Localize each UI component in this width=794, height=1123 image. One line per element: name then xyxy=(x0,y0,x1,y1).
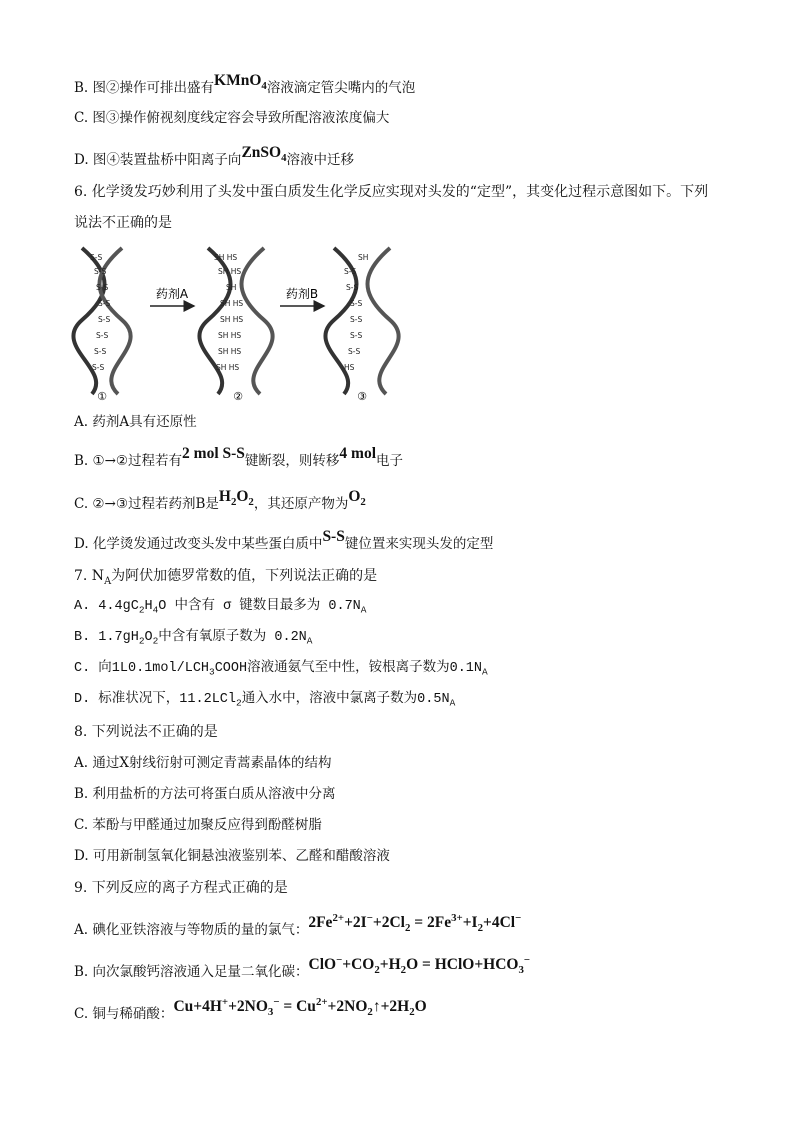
q6-option-c xyxy=(74,488,366,514)
p2-bond-4: SH HS xyxy=(220,299,244,308)
p2-bond-7: SH HS xyxy=(218,347,242,356)
q6-b-formula-1: 2 mol S-S xyxy=(182,445,245,462)
p2-bond-5: SH HS xyxy=(220,315,244,324)
p1-bond-8: S-S xyxy=(92,363,105,372)
q6-b-text-pre: B. ①→②过程若有 xyxy=(74,453,183,469)
p2-bond-6: SH HS xyxy=(218,331,242,340)
q5-b-text-post: 溶液滴定管尖嘴内的气泡 xyxy=(266,80,416,96)
q6-option-d xyxy=(74,528,494,554)
q8-option-d: D. 可用新制氢氧化铜悬浊液鉴别苯、乙醛和醋酸溶液 xyxy=(74,848,390,864)
p2-bond-2: SH HS xyxy=(218,267,242,276)
p3-bond-6: S-S xyxy=(350,331,363,340)
p2-bond-1: SH HS xyxy=(214,253,238,262)
q6-d-formula: S-S xyxy=(322,528,345,545)
p1-bond-5: S-S xyxy=(98,315,111,324)
p2-bond-3: SH xyxy=(226,283,237,292)
p2-bond-8: SH HS xyxy=(216,363,240,372)
hair-perm-diagram xyxy=(68,244,428,404)
q5-b-formula: KMnO$_4$ xyxy=(214,72,267,93)
p1-bond-2: S-S xyxy=(94,267,107,276)
q7-option-b: B. $1.7gH_2O_2$中含有氧原子数为 $0.2N_A$ xyxy=(74,630,313,647)
q9-option-a xyxy=(74,911,522,940)
p1-bond-1: S-S xyxy=(90,253,103,262)
q9-c-text: C. 铜与稀硝酸： xyxy=(74,1006,174,1022)
q6-option-b xyxy=(74,445,403,471)
panel-2-helix xyxy=(199,248,272,394)
q9-a-text: A. 碘化亚铁溶液与等物质的量的氯气： xyxy=(74,922,309,938)
q6-c-text-pre: C. ②→③过程若药剂B是 xyxy=(74,496,219,512)
q6-stem-line1: 6. 化学烫发巧妙利用了头发中蛋白质发生化学反应实现对头发的“定型”，其变化过程示意图如下。下列 xyxy=(74,184,709,200)
p3-bond-1: SH xyxy=(358,253,369,262)
q9-option-c xyxy=(74,995,427,1024)
reagent-b-label: 药剂B xyxy=(285,287,319,301)
q7-stem: 7. $N_A$为阿伏加德罗常数的值，下列说法正确的是 xyxy=(74,568,378,587)
q9-b-equation: $ClO^-+CO_2+H_2O$ = $HClO+HCO_3^-$ xyxy=(308,953,531,977)
q6-d-text-post: 键位置来实现头发的定型 xyxy=(344,536,494,552)
q9-a-equation: $2Fe^{2+}+2I^-+2Cl_2 = 2Fe^{3+}+I_2+4Cl^-$ xyxy=(308,911,522,935)
q5-d-text-pre: D. 图④装置盐桥中阳离子向 xyxy=(74,152,242,168)
p1-bond-7: S-S xyxy=(94,347,107,356)
q5-option-b xyxy=(74,72,416,98)
q9-c-equation: $Cu+4H^++2NO_3^-$ = $Cu^{2+}+2NO_2↑+2H_2O$ xyxy=(173,995,427,1019)
q7-option-a: A. $4.4gC_2H_4O$ 中含有 σ 键数目最多为 $0.7N_A$ xyxy=(74,599,367,616)
panel-1-helix xyxy=(73,248,130,394)
reagent-a-label: 药剂A xyxy=(155,287,189,301)
q5-b-text-pre: B. 图②操作可排出盛有 xyxy=(74,80,215,96)
q8-option-a: A. 通过X射线衍射可测定青蒿素晶体的结构 xyxy=(74,755,332,771)
q9-option-b xyxy=(74,953,531,982)
p1-bond-4: S-S xyxy=(98,299,111,308)
q9-b-text: B. 向次氯酸钙溶液通入足量二氧化碳： xyxy=(74,964,309,980)
q6-stem-line2: 说法不正确的是 xyxy=(74,215,172,231)
q5-option-d xyxy=(74,144,354,170)
q6-option-a: A. 药剂A具有还原性 xyxy=(74,414,197,430)
q8-option-c: C. 苯酚与甲醛通过加聚反应得到酚醛树脂 xyxy=(74,817,322,833)
q9-stem: 9. 下列反应的离子方程式正确的是 xyxy=(74,880,288,896)
p3-bond-4: S-S xyxy=(350,299,363,308)
panel-label-3: ③ xyxy=(357,390,367,403)
q8-stem: 8. 下列说法不正确的是 xyxy=(74,724,218,740)
q7-option-d: D. 标准状况下，11.2LCl$_2$通入水中，溶液中氯离子数为$0.5N_A$ xyxy=(74,692,456,709)
panel-label-1: ① xyxy=(97,390,107,403)
q5-d-text-post: 溶液中迁移 xyxy=(286,152,354,168)
p3-bond-7: S-S xyxy=(348,347,361,356)
q5-d-formula: ZnSO$_4$ xyxy=(241,144,287,165)
q8-option-b: B. 利用盐析的方法可将蛋白质从溶液中分离 xyxy=(74,786,336,802)
q6-c-text-mid: ，其还原产物为 xyxy=(253,496,349,512)
panel-3-helix xyxy=(325,248,398,394)
q6-b-text-mid: 键断裂，则转移 xyxy=(244,453,340,469)
p1-bond-3: S-S xyxy=(96,283,109,292)
p3-bond-2: S-S xyxy=(344,267,357,276)
q6-d-text-pre: D. 化学烫发通过改变头发中某些蛋白质中 xyxy=(74,536,323,552)
p3-bond-5: S-S xyxy=(350,315,363,324)
q6-c-formula-2: $O_2$ xyxy=(348,488,366,509)
q6-b-text-post: 电子 xyxy=(376,453,403,469)
q6-c-formula-1: $H_2O_2$ xyxy=(218,488,254,509)
p3-bond-8: HS xyxy=(344,363,355,372)
q5-option-c: C. 图③操作俯视刻度线定容会导致所配溶液浓度偏大 xyxy=(74,110,390,126)
p3-bond-3: S-S xyxy=(346,283,359,292)
p1-bond-6: S-S xyxy=(96,331,109,340)
panel-label-2: ② xyxy=(233,390,243,403)
q6-b-formula-2: 4 mol xyxy=(339,445,376,462)
q7-option-c: C. 向$1L0.1mol/LCH_3COOH$溶液通氨气至中性，铵根离子数为$0.1N_A$ xyxy=(74,661,488,678)
